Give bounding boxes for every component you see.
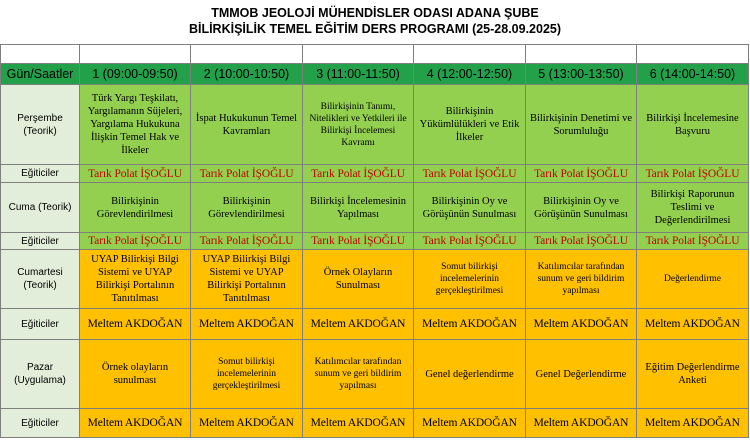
- instructor-name: Tarık Polat İŞOĞLU: [526, 233, 637, 250]
- topic-cell: Bilirkişinin Oy ve Görüşünün Sunulması: [526, 183, 637, 233]
- topic-cell: UYAP Bilirkişi Bilgi Sistemi ve UYAP Bilirkişi Portalının Tanıtılması: [191, 250, 303, 309]
- day-label: [1, 85, 80, 165]
- topic-cell: Bilirkişinin Yükümlülükleri ve Etik İlkeler: [414, 85, 526, 165]
- instructor-name: Meltem AKDOĞAN: [80, 309, 191, 340]
- instructor-name: Tarık Polat İŞOĞLU: [414, 233, 526, 250]
- topic-cell: Örnek Olayların Sunulması: [303, 250, 414, 309]
- header-slot-5: 5 (13:00-13:50): [526, 64, 637, 85]
- day-row-persembe: [1, 85, 749, 165]
- day-name: Perşembe: [17, 112, 63, 124]
- instructor-label: Eğiticiler: [1, 309, 80, 340]
- day-type: (Teorik): [23, 280, 57, 291]
- instructor-label: Eğiticiler: [1, 233, 80, 250]
- blank-row: [1, 45, 749, 64]
- topic-cell: Katılımcılar tarafından sunum ve geri bildirim yapılması: [303, 340, 414, 409]
- instructor-name: Tarık Polat İŞOĞLU: [303, 233, 414, 250]
- topic-cell: Bilirkişi İncelemesinin Yapılması: [303, 183, 414, 233]
- day-type: (Teorik): [23, 125, 57, 137]
- topic-cell: Örnek olayların sunulması: [80, 340, 191, 409]
- topic-cell: İspat Hukukunun Temel Kavramları: [191, 85, 303, 165]
- topic-cell: Değerlendirme: [637, 250, 749, 309]
- topic-cell: Türk Yargı Teşkilatı, Yargılamanın Süjeleri, Yargılama Hukukuna İlişkin Temel Hak ve İlkeler: [80, 85, 191, 165]
- schedule-table: [0, 44, 749, 438]
- instructor-name: Meltem AKDOĞAN: [303, 409, 414, 438]
- instructor-name: Tarık Polat İŞOĞLU: [191, 233, 303, 250]
- instructor-row: [1, 233, 749, 250]
- topic-cell: Somut bilirkişi incelemelerinin gerçekleştirilmesi: [414, 250, 526, 309]
- topic-cell: Katılımcılar tarafından sunum ve geri bildirim yapılması: [526, 250, 637, 309]
- day-label: [1, 250, 80, 309]
- header-row: [1, 64, 749, 85]
- instructor-name: Meltem AKDOĞAN: [637, 309, 749, 340]
- instructor-label: Eğiticiler: [1, 165, 80, 183]
- instructor-name: Meltem AKDOĞAN: [637, 409, 749, 438]
- day-type: (Teorik): [38, 202, 72, 213]
- topic-cell: Somut bilirkişi incelemelerinin gerçekleştirilmesi: [191, 340, 303, 409]
- header-slot-2: 2 (10:00-10:50): [191, 64, 303, 85]
- topic-cell: Bilirkişinin Görevlendirilmesi: [191, 183, 303, 233]
- title-line-2: BİLİRKİŞİLİK TEMEL EĞİTİM DERS PROGRAMI (25-28.09.2025): [188, 22, 562, 36]
- instructor-name: Tarık Polat İŞOĞLU: [526, 165, 637, 183]
- instructor-name: Meltem AKDOĞAN: [191, 309, 303, 340]
- instructor-name: Tarık Polat İŞOĞLU: [414, 165, 526, 183]
- topic-cell: Genel Değerlendirme: [526, 340, 637, 409]
- day-name: Cumartesi: [17, 267, 63, 278]
- topic-cell: Bilirkişi Raporunun Teslimi ve Değerlendirilmesi: [637, 183, 749, 233]
- day-name: Pazar: [26, 362, 54, 373]
- instructor-name: Tarık Polat İŞOĞLU: [80, 233, 191, 250]
- topic-cell: Bilirkişinin Denetimi ve Sorumluluğu: [526, 85, 637, 165]
- document-title: [0, 0, 750, 44]
- day-row-pazar: [1, 340, 749, 409]
- header-slot-1: 1 (09:00-09:50): [80, 64, 191, 85]
- day-row-cuma: [1, 183, 749, 233]
- instructor-row: [1, 165, 749, 183]
- instructor-row: [1, 409, 749, 438]
- instructor-name: Meltem AKDOĞAN: [303, 309, 414, 340]
- day-type: (Uygulama): [14, 375, 66, 386]
- day-label: [1, 340, 80, 409]
- instructor-name: Meltem AKDOĞAN: [414, 409, 526, 438]
- instructor-row: [1, 309, 749, 340]
- title-line-1: TMMOB JEOLOJİ MÜHENDİSLER ODASI ADANA ŞUBE: [211, 6, 539, 20]
- instructor-name: Tarık Polat İŞOĞLU: [191, 165, 303, 183]
- instructor-name: Tarık Polat İŞOĞLU: [637, 165, 749, 183]
- day-row-cumartesi: [1, 250, 749, 309]
- instructor-name: Meltem AKDOĞAN: [414, 309, 526, 340]
- header-day-time: Gün/Saatler: [1, 64, 80, 85]
- day-name: Cuma: [8, 202, 36, 213]
- topic-cell: UYAP Bilirkişi Bilgi Sistemi ve UYAP Bilirkişi Portalının Tanıtılması: [80, 250, 191, 309]
- topic-cell: Genel değerlendirme: [414, 340, 526, 409]
- header-slot-3: 3 (11:00-11:50): [303, 64, 414, 85]
- instructor-name: Tarık Polat İŞOĞLU: [303, 165, 414, 183]
- topic-cell: Bilirkişinin Oy ve Görüşünün Sunulması: [414, 183, 526, 233]
- header-slot-6: 6 (14:00-14:50): [637, 64, 749, 85]
- topic-cell: Bilirkişinin Görevlendirilmesi: [80, 183, 191, 233]
- topic-cell: Bilirkişinin Tanımı, Nitelikleri ve Yetkileri ile Bilirkişi İncelemesi Kavramı: [303, 85, 414, 165]
- instructor-name: Meltem AKDOĞAN: [80, 409, 191, 438]
- instructor-name: Meltem AKDOĞAN: [526, 309, 637, 340]
- instructor-name: Meltem AKDOĞAN: [526, 409, 637, 438]
- instructor-name: Tarık Polat İŞOĞLU: [637, 233, 749, 250]
- topic-cell: Bilirkişi İncelemesine Başvuru: [637, 85, 749, 165]
- header-slot-4: 4 (12:00-12:50): [414, 64, 526, 85]
- topic-cell: Eğitim Değerlendirme Anketi: [637, 340, 749, 409]
- instructor-name: Meltem AKDOĞAN: [191, 409, 303, 438]
- day-label: [1, 183, 80, 233]
- instructor-label: Eğiticiler: [1, 409, 80, 438]
- instructor-name: Tarık Polat İŞOĞLU: [80, 165, 191, 183]
